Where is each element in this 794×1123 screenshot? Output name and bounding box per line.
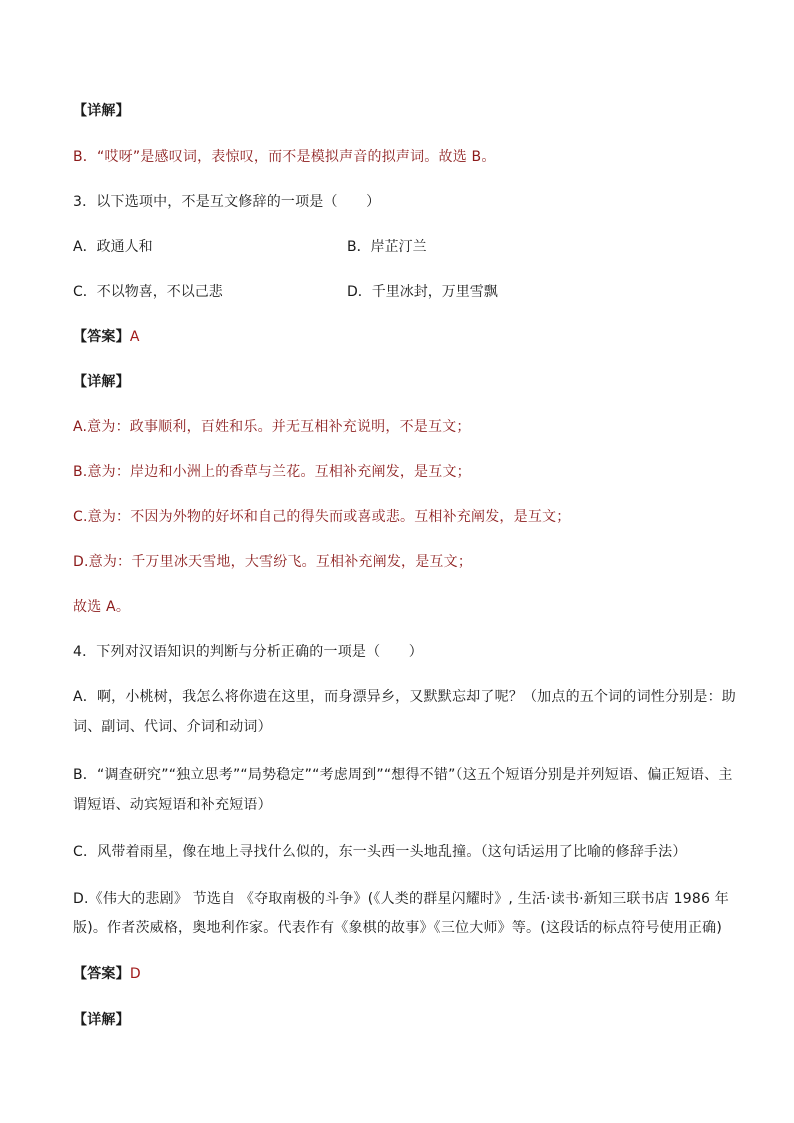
- q3-option-a: A．政通人和: [73, 239, 153, 255]
- detail-text: B．“哎呀”是感叹词，表惊叹，而不是模拟声音的拟声词。故选 B。: [73, 149, 496, 165]
- q3-detail-heading: 【详解】: [73, 374, 130, 390]
- q3-detail-b: B.意为：岸边和小洲上的香草与兰花。互相补充阐发，是互文；: [73, 464, 471, 480]
- answer-heading: 【答案】: [73, 329, 130, 345]
- answer-heading: 【答案】: [73, 966, 130, 982]
- q4-option-b-line1: B．“调查研究”“独立思考”“局势稳定”“考虑周到”“想得不错”（这五个短语分别是并列短语、偏正短语、主: [73, 767, 733, 783]
- q3-answer: [73, 327, 140, 347]
- q3-option-b: B．岸芷汀兰: [347, 239, 427, 255]
- q3-detail-c: C.意为：不因为外物的好坏和自己的得失而或喜或悲。互相补充阐发，是互文；: [73, 509, 571, 525]
- q4-option-d-line1: D.《伟大的悲剧》 节选自 《夺取南极的斗争》(《人类的群星闪耀时》, 生活·读书·新知三联书店 1986 年: [73, 891, 729, 907]
- q4-option-b-line2: 谓短语、动宾短语和补充短语）: [73, 797, 272, 813]
- q3-conclusion: 故选 A。: [73, 599, 131, 615]
- q3-option-d: D．千里冰封，万里雪飘: [347, 284, 498, 300]
- answer-letter: A: [129, 329, 140, 345]
- q4-answer: [73, 964, 141, 984]
- q4-option-a-line1: A．啊，小桃树，我怎么将你遗在这里，而身漂异乡，又默默忘却了呢？（加点的五个词的词性分别是：助: [73, 689, 736, 705]
- question-4-stem: 4．下列对汉语知识的判断与分析正确的一项是（ ）: [73, 644, 423, 660]
- q4-option-d-line2: 版)。作者茨威格，奥地利作家。代表作有《象棋的故事》《三位大师》等。(这段话的标点符号使用正确): [73, 920, 722, 936]
- q3-detail-a: A.意为：政事顺利，百姓和乐。并无互相补充说明，不是互文；: [73, 419, 471, 435]
- question-3-stem: 3．以下选项中，不是互文修辞的一项是（ ）: [73, 194, 381, 210]
- q4-detail-heading: 【详解】: [73, 1012, 130, 1028]
- detail-heading: 【详解】: [73, 103, 130, 119]
- q4-option-a-line2: 词、副词、代词、介词和动词）: [73, 719, 272, 735]
- q3-option-c: C．不以物喜，不以己悲: [73, 284, 223, 300]
- answer-letter: D: [129, 966, 141, 982]
- q4-option-c: C．风带着雨星，像在地上寻找什么似的，东一头西一头地乱撞。（这句话运用了比喻的修辞手法）: [73, 844, 687, 860]
- q3-detail-d: D.意为：千万里冰天雪地，大雪纷飞。互相补充阐发，是互文；: [73, 554, 473, 570]
